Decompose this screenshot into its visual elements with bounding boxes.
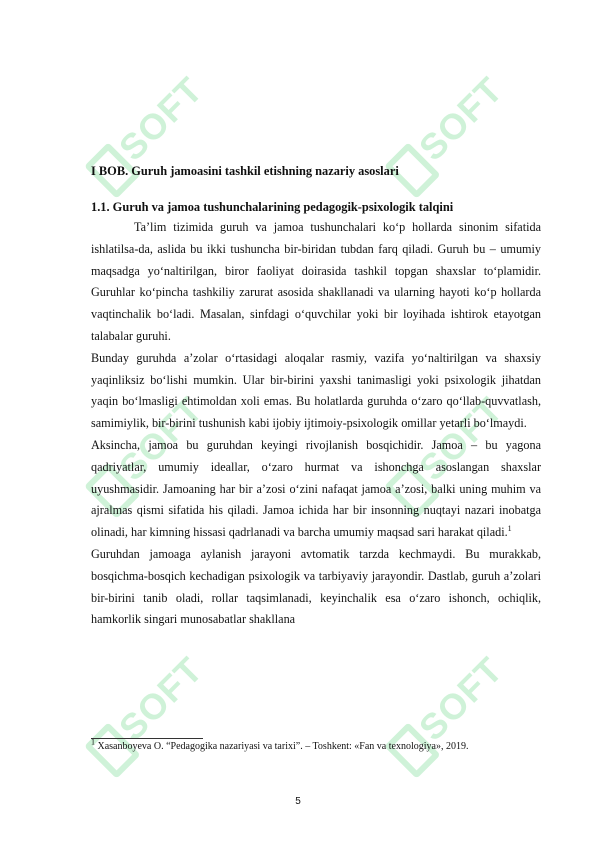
footnote — [91, 737, 541, 753]
paragraph: Bunday guruhda a’zolar o‘rtasidagi aloqalar rasmiy, vazifa yo‘naltirilgan va shaxsiy yaqinliksiz bo‘lishi mumkin. Ular bir-birini yaxshi tanimasligi yoki psixologik jihatdan yaqin bo‘lmasligi ehtimoldan xoli emas. Bu holatlarda guruhda o‘zaro qo‘llab-quvvatlash, samimiylik, bir-birini tushunish kabi ijobiy ijtimoiy-psixologik omillar yetarli bo‘lmaydi. — [91, 350, 541, 431]
section-title: 1.1. Guruh va jamoa tushunchalarining pedagogik-psixologik talqini — [91, 200, 454, 214]
watermark-text: SOFT — [110, 68, 211, 169]
watermark-text: SOFT — [410, 648, 511, 749]
watermark-logo — [384, 647, 516, 779]
footnote-text: Xasanboyeva O. “Pedagogika nazariyasi va tarixi”. – Toshkent: «Fan va texnologiya», 2019. — [97, 741, 469, 752]
watermark-logo — [84, 647, 216, 779]
watermark-text: SOFT — [110, 388, 211, 489]
footnote-marker: 1 — [91, 737, 95, 747]
paragraph: Guruhdan jamoaga aylanish jarayoni avtomatik tarzda kechmaydi. Bu murakkab, bosqichma-bosqich kechadigan psixologik va tarbiyaviy jarayondir. Dastlab, guruh a’zolari bir-birini tanib oladi, rollar taqsimlanadi, keyinchalik esa o‘zaro ishonch, ochiqlik, hamkorlik singari munosabatlar shakllana — [91, 546, 541, 627]
chapter-title: I BOB. Guruh jamoasini tashkil etishning nazariy asoslari — [91, 164, 399, 178]
main-content — [91, 163, 541, 631]
watermark-text: SOFT — [110, 648, 211, 749]
footnote-separator — [91, 738, 203, 739]
watermark-text: SOFT — [410, 68, 511, 169]
paragraph: Ta’lim tizimida guruh va jamoa tushunchalari ko‘p hollarda sinonim sifatida ishlatilsa-da, aslida bu ikki tushuncha bir-biridan tubdan farq qiladi. Guruh bu – umumiy maqsadga yo‘naltirilgan, biror faoliyat doirasida tashkil topgan shaxslar to‘plamidir. Guruhlar ko‘pincha tashkiliy zarurat asosida shakllanadi va ularning hayoti ko‘p hollarda vaqtinchalik bo‘ladi. Masalan, sinfdagi o‘quvchilar yoki bir loyihada ishtirok etayotgan talabalar guruhi. — [91, 220, 541, 343]
paragraph — [91, 435, 541, 544]
footnote-reference[interactable]: 1 — [507, 524, 512, 534]
page-number: 5 — [295, 796, 301, 807]
watermark-text: SOFT — [410, 388, 511, 489]
paragraph-text: Aksincha, jamoa bu guruhdan keyingi rivojlanish bosqichidir. Jamoa – bu yagona qadriyatlar, umumiy ideallar, o‘zaro hurmat va ishonchga asoslangan shaxslar uyushmasidir. Jamoaning har bir a’zosi o‘zini nafaqat jamoa a’zosi, balki uning muhim va ajralmas qismi sifatida his qiladi. Jamoa ichida har bir insonning nuqtayi nazari inobatga olinadi, har kimning hissasi qadrlanadi va barcha umumiy maqsad sari harakat qiladi. — [91, 437, 541, 540]
